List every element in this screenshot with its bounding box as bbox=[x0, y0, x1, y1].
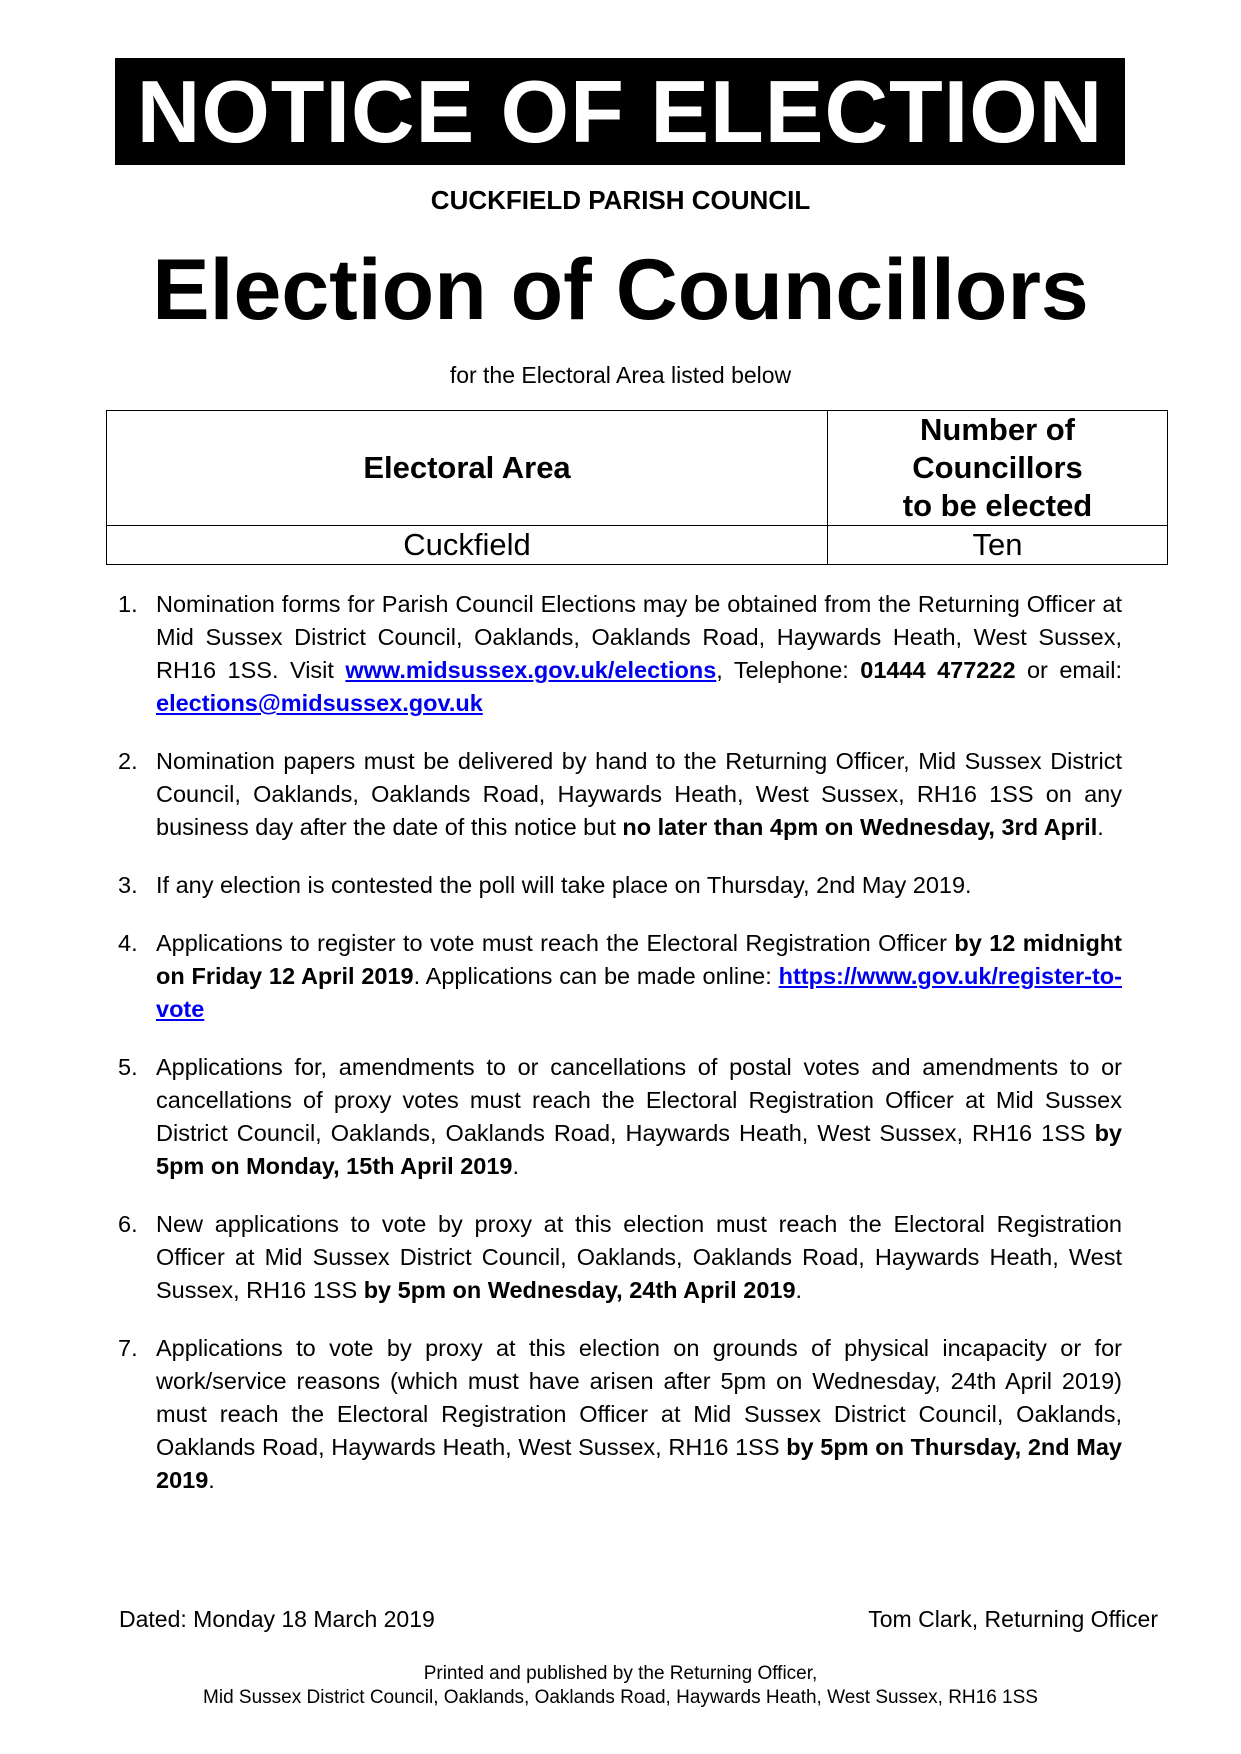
subheading: for the Electoral Area listed below bbox=[449, 362, 792, 388]
item-text: . bbox=[208, 1467, 215, 1493]
item-text: Nomination forms for Parish Council Elections may be obtained from the Returning Officer at Mid Sussex District Council, Oaklands, Oaklands Road, Haywards Heath, West Sussex, RH16 1SS. Visit bbox=[156, 591, 1122, 683]
item-number: 6. bbox=[118, 1211, 138, 1237]
item-text: If any election is contested the poll will take place on Thursday, 2nd May 2019. bbox=[156, 872, 972, 898]
deadline-text: by 5pm on Wednesday, 24th April 2019 bbox=[363, 1277, 796, 1303]
table-row bbox=[107, 526, 1168, 565]
item-text: . bbox=[512, 1153, 520, 1179]
header-line: to be elected bbox=[902, 488, 1093, 523]
email-link[interactable]: elections@midsussex.gov.uk bbox=[156, 690, 483, 716]
item-number: 1. bbox=[118, 591, 138, 617]
item-text: , Telephone: bbox=[716, 657, 861, 683]
date-line: Dated: Monday 18 March 2019 bbox=[119, 1606, 435, 1632]
list-item bbox=[118, 1051, 1122, 1183]
notice-banner: NOTICE OF ELECTION bbox=[115, 58, 1125, 165]
header-line: Councillors bbox=[912, 450, 1083, 485]
imprint-line: Printed and published by the Returning Officer, bbox=[423, 1663, 818, 1684]
list-item bbox=[118, 588, 1123, 720]
page-title: Election of Councillors bbox=[152, 242, 1089, 338]
deadline-text: no later than 4pm on Wednesday, 3rd April bbox=[622, 814, 1098, 840]
item-text: Nomination papers must be delivered by hand to the Returning Officer, Mid Sussex District Council, Oaklands, Oaklands Road, Haywards Heath, West Sussex, RH16 1SS on any business day after the date of this notice but bbox=[156, 748, 1122, 840]
item-text: Applications for, amendments to or cancellations of postal votes and amendments to or cancellations of proxy votes must reach the Electoral Registration Officer at Mid Sussex District Council, Oaklands, Oaklands Road, Haywards Heath, West Sussex, RH16 1SS bbox=[156, 1054, 1122, 1146]
item-text: Applications to vote by proxy at this election on grounds of physical incapacity or for work/service reasons (which must have arisen after 5pm on Wednesday, 24th April 2019) must reach the Electoral Registration Officer at Mid Sussex District Council, Oaklands, Oaklands Road, Haywards Heath, West Sussex, RH16 1SS bbox=[156, 1335, 1122, 1460]
table-header-row bbox=[107, 411, 1168, 526]
item-text: . bbox=[795, 1277, 803, 1303]
list-item bbox=[118, 1332, 1122, 1497]
item-text: . Applications can be made online: bbox=[413, 963, 779, 989]
item-number: 5. bbox=[118, 1054, 138, 1080]
returning-officer: Tom Clark, Returning Officer bbox=[868, 1606, 1158, 1632]
imprint-line: Mid Sussex District Council, Oaklands, Oaklands Road, Haywards Heath, West Sussex, RH16 1SS bbox=[203, 1687, 1038, 1708]
councillors-count-header bbox=[828, 411, 1168, 526]
deadline-text: by 5pm on Monday, 15th April 2019 bbox=[156, 1120, 1122, 1179]
deadline-text: by 12 midnight on Friday 12 April 2019 bbox=[156, 930, 1122, 989]
number-cell: Ten bbox=[828, 526, 1168, 565]
notice-list bbox=[118, 588, 1123, 1522]
electoral-area-table bbox=[106, 410, 1168, 565]
imprint bbox=[0, 1662, 1241, 1710]
header-line: Number of bbox=[920, 412, 1075, 447]
item-text: or email: bbox=[1015, 657, 1123, 683]
item-number: 3. bbox=[118, 872, 138, 898]
item-text: New applications to vote by proxy at this election must reach the Electoral Registration Officer at Mid Sussex District Council, Oaklands, Oaklands Road, Haywards Heath, West Sussex, RH16 1SS bbox=[156, 1211, 1122, 1303]
list-item bbox=[118, 1208, 1122, 1307]
item-text: Applications to register to vote must reach the Electoral Registration Officer bbox=[156, 930, 955, 956]
item-number: 4. bbox=[118, 930, 138, 956]
item-number: 7. bbox=[118, 1335, 138, 1361]
register-to-vote-link[interactable]: https://www.gov.uk/register-to-vote bbox=[156, 963, 1122, 1022]
elections-website-link[interactable]: www.midsussex.gov.uk/elections bbox=[345, 657, 717, 683]
list-item bbox=[118, 745, 1122, 844]
item-text: . bbox=[1097, 814, 1104, 840]
list-item bbox=[118, 869, 1122, 902]
electoral-area-header: Electoral Area bbox=[107, 411, 828, 526]
area-cell: Cuckfield bbox=[107, 526, 828, 565]
deadline-text: by 5pm on Thursday, 2nd May 2019 bbox=[156, 1434, 1122, 1493]
list-item bbox=[118, 927, 1122, 1026]
item-number: 2. bbox=[118, 748, 138, 774]
phone-number: 01444 477222 bbox=[860, 657, 1016, 683]
council-name: CUCKFIELD PARISH COUNCIL bbox=[430, 185, 811, 215]
